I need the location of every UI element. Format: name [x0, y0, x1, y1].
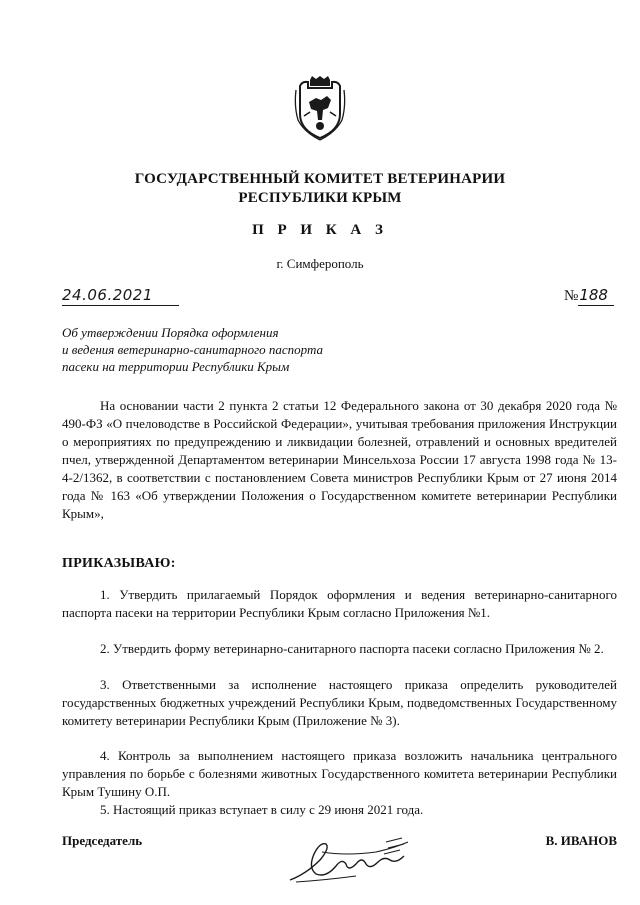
order-number: [564, 286, 614, 305]
order-keyword: ПРИКАЗЫВАЮ:: [62, 556, 176, 571]
organization-title-line-2: РЕСПУБЛИКИ КРЫМ: [238, 190, 402, 206]
signatory-name: В. ИВАНОВ: [545, 833, 617, 848]
order-item-1: 1. Утвердить прилагаемый Порядок оформления и ведения ветеринарно-санитарного паспорта пасеки на территории Республики Крым согласно Приложения №1.: [62, 587, 617, 620]
legal-basis-paragraph: На основании части 2 пункта 2 статьи 12 Федерального закона от 30 декабря 2020 года № 490-ФЗ «О пчеловодстве в Российской Федерации», учитывая требования приложения Инструкции о мероприятиях по предупреждению и ликвидации болезней, отравлений и основных вредителей пчел, утвержденной Департаментом ветеринарии Минсельхоза России 17 августа 1998 года № 13-4-2/1362, в соответствии с постановлением Совета министров Республики Крым от 27 июня 2014 года № 163 «Об утверждении Положения о Государственном комитете ветеринарии Республики Крым»,: [62, 398, 617, 521]
order-subject: [62, 324, 323, 375]
document-type: П Р И К А З: [252, 222, 388, 238]
order-item-2: 2. Утвердить форму ветеринарно-санитарного паспорта пасеки согласно Приложения № 2.: [100, 641, 604, 656]
coat-of-arms-icon: [292, 76, 348, 142]
order-number-prefix: №: [564, 288, 579, 304]
organization-title-line-1: ГОСУДАРСТВЕННЫЙ КОМИТЕТ ВЕТЕРИНАРИИ: [134, 171, 506, 187]
order-number-value: 188: [578, 286, 614, 306]
order-item-5: 5. Настоящий приказ вступает в силу с 29 июня 2021 года.: [100, 802, 424, 817]
handwritten-signature: [286, 830, 416, 886]
subject-line: и ведения ветеринарно-санитарного паспорта: [62, 342, 324, 357]
subject-line: Об утверждении Порядка оформления: [62, 325, 279, 340]
city: г. Симферополь: [276, 256, 364, 271]
subject-line: пасеки на территории Республики Крым: [62, 359, 290, 374]
order-item-3: 3. Ответственными за исполнение настоящего приказа определить руководителей государственных бюджетных учреждений Республики Крым, подведомственных Государственному комитету ветеринарии Республики Крым (Приложение № 3).: [62, 677, 617, 728]
order-item-4: 4. Контроль за выполнением настоящего приказа возложить начальника центрального управления по борьбе с болезнями животных Государственного комитета ветеринарии Республики Крым Тушину О.П.: [62, 748, 617, 799]
signatory-role: Председатель: [62, 833, 143, 848]
order-date: 24.06.2021: [62, 286, 179, 306]
